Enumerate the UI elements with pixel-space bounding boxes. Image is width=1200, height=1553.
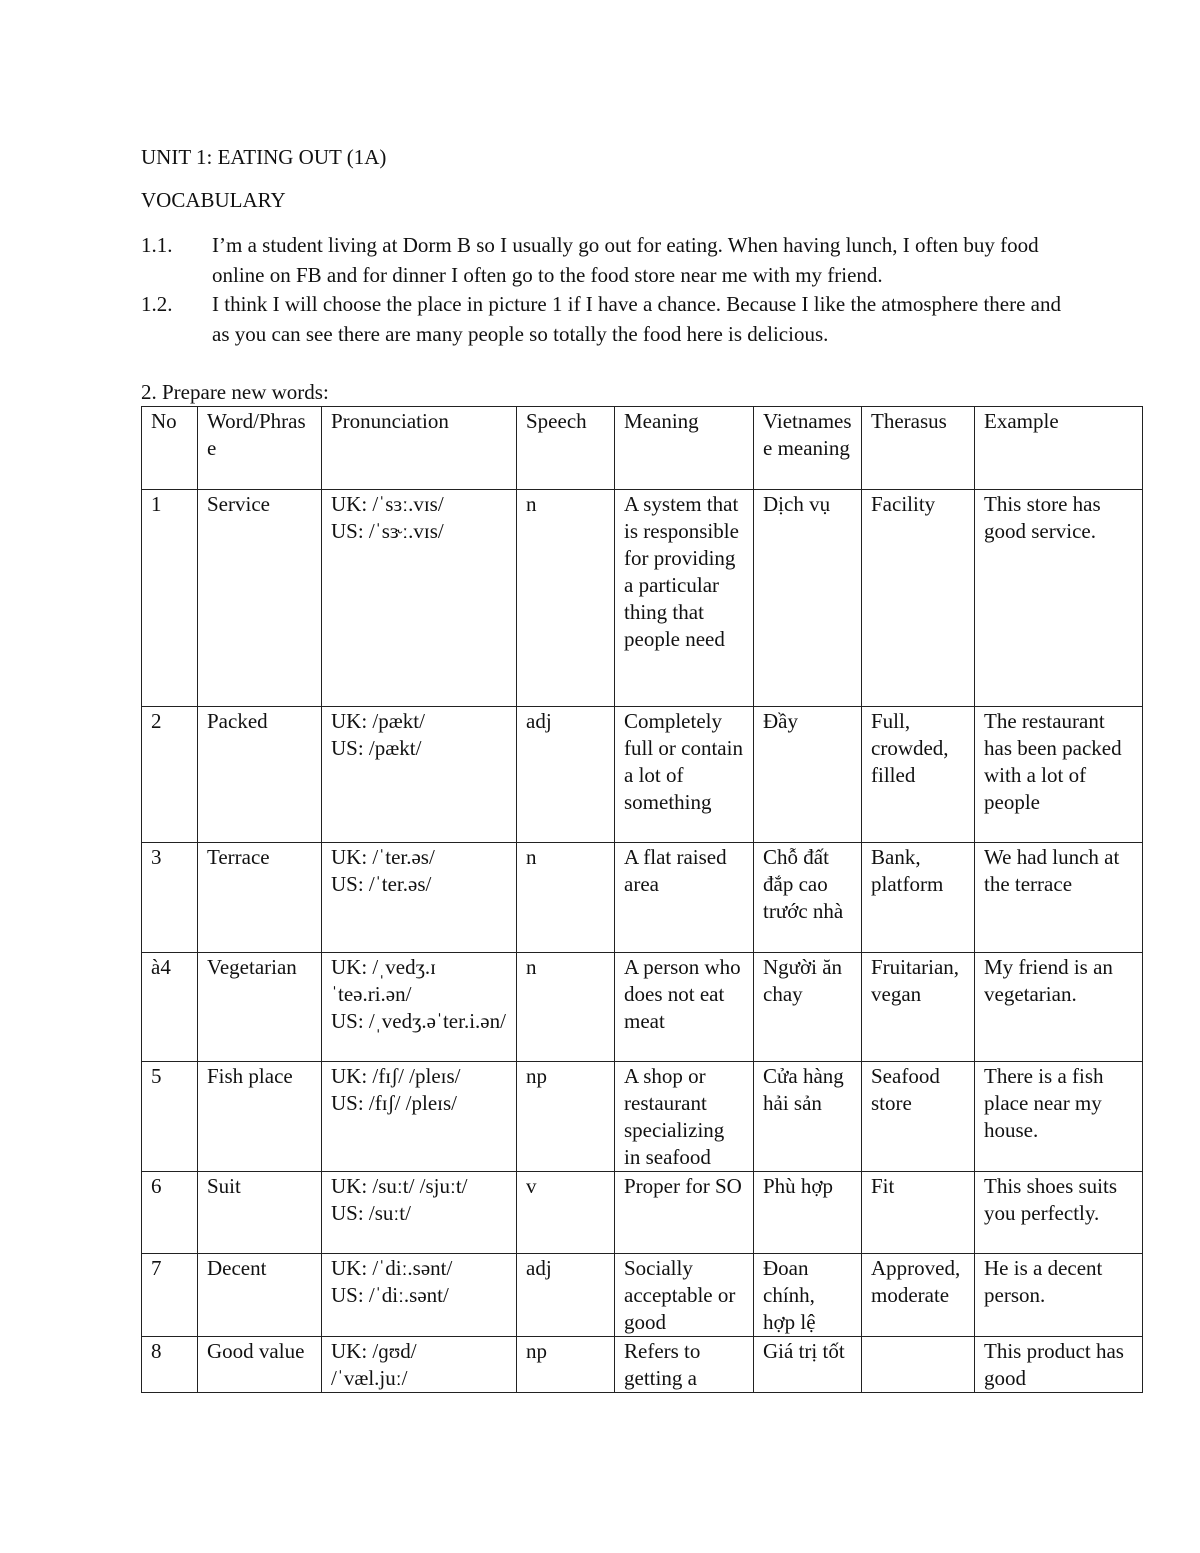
cell-meaning: Completely full or contain a lot of something	[615, 707, 754, 843]
table-row	[142, 843, 1143, 953]
cell-vietnamese: Đầy	[754, 707, 862, 843]
column-header: Example	[975, 407, 1143, 490]
cell-thesaurus: Seafood store	[862, 1062, 975, 1172]
cell-speech: np	[517, 1337, 615, 1393]
cell-vietnamese: Người ăn chay	[754, 953, 862, 1062]
cell-no: 3	[142, 843, 198, 953]
cell-word: Suit	[198, 1172, 322, 1254]
cell-thesaurus: Bank, platform	[862, 843, 975, 953]
answer-number: 1.2.	[141, 292, 173, 316]
cell-vietnamese: Đoan chính, hợp lệ	[754, 1254, 862, 1337]
cell-word: Fish place	[198, 1062, 322, 1172]
cell-example: We had lunch at the terrace	[975, 843, 1143, 953]
cell-word: Decent	[198, 1254, 322, 1337]
cell-pronunciation: UK: /fɪʃ/ /pleɪs/ US: /fɪʃ/ /pleɪs/	[322, 1062, 517, 1172]
cell-speech: n	[517, 490, 615, 707]
cell-no: 8	[142, 1337, 198, 1393]
prepare-words-heading: 2. Prepare new words:	[141, 380, 329, 404]
cell-pronunciation: UK: /ˈsɜː.vɪs/ US: /ˈsɝː.vɪs/	[322, 490, 517, 707]
cell-meaning: A person who does not eat meat	[615, 953, 754, 1062]
cell-speech: v	[517, 1172, 615, 1254]
cell-meaning: Socially acceptable or good	[615, 1254, 754, 1337]
cell-speech: np	[517, 1062, 615, 1172]
cell-no: 6	[142, 1172, 198, 1254]
cell-example: My friend is an vegetarian.	[975, 953, 1143, 1062]
cell-word: Good value	[198, 1337, 322, 1393]
cell-word: Packed	[198, 707, 322, 843]
answer-text: I’m a student living at Dorm B so I usually go out for eating. When having lunch, I often buy food online on FB and for dinner I often go to the food store near me with my friend.	[212, 233, 1039, 287]
cell-thesaurus: Full, crowded, filled	[862, 707, 975, 843]
cell-speech: n	[517, 953, 615, 1062]
column-header: Therasus	[862, 407, 975, 490]
cell-thesaurus: Approved, moderate	[862, 1254, 975, 1337]
cell-word: Vegetarian	[198, 953, 322, 1062]
cell-pronunciation: UK: /pækt/ US: /pækt/	[322, 707, 517, 843]
cell-vietnamese: Phù hợp	[754, 1172, 862, 1254]
column-header: Word/Phrase	[198, 407, 322, 490]
section-title: VOCABULARY	[141, 188, 286, 212]
table-row	[142, 1172, 1143, 1254]
unit-heading: UNIT 1: EATING OUT (1A)	[141, 145, 387, 169]
answer-number: 1.1.	[141, 233, 173, 257]
cell-pronunciation: UK: /ˈdiː.sənt/ US: /ˈdiː.sənt/	[322, 1254, 517, 1337]
cell-thesaurus: Facility	[862, 490, 975, 707]
cell-example: This store has good service.	[975, 490, 1143, 707]
cell-meaning: Proper for SO	[615, 1172, 754, 1254]
cell-pronunciation: UK: /suːt/ /sjuːt/ US: /suːt/	[322, 1172, 517, 1254]
cell-speech: adj	[517, 707, 615, 843]
cell-no: 1	[142, 490, 198, 707]
table-row	[142, 707, 1143, 843]
cell-example: The restaurant has been packed with a lot of people	[975, 707, 1143, 843]
cell-meaning: A system that is responsible for providing a particular thing that people need	[615, 490, 754, 707]
column-header: Pronunciation	[322, 407, 517, 490]
cell-no: 7	[142, 1254, 198, 1337]
cell-no: à4	[142, 953, 198, 1062]
cell-example: This product has good	[975, 1337, 1143, 1393]
cell-meaning: A shop or restaurant specializing in seafood	[615, 1062, 754, 1172]
cell-vietnamese: Giá trị tốt	[754, 1337, 862, 1393]
cell-meaning: Refers to getting a	[615, 1337, 754, 1393]
column-header: Speech	[517, 407, 615, 490]
cell-thesaurus	[862, 1337, 975, 1393]
answer-item	[141, 230, 1071, 290]
table-header-row	[142, 407, 1143, 490]
cell-example: This shoes suits you perfectly.	[975, 1172, 1143, 1254]
cell-meaning: A flat raised area	[615, 843, 754, 953]
cell-vietnamese: Cửa hàng hải sản	[754, 1062, 862, 1172]
answer-item	[141, 289, 1071, 349]
column-header: Vietnamese meaning	[754, 407, 862, 490]
cell-vietnamese: Chỗ đất đắp cao trước nhà	[754, 843, 862, 953]
cell-speech: adj	[517, 1254, 615, 1337]
vocabulary-table	[141, 406, 1143, 1393]
table-row	[142, 490, 1143, 707]
column-header: No	[142, 407, 198, 490]
cell-word: Service	[198, 490, 322, 707]
cell-no: 5	[142, 1062, 198, 1172]
cell-word: Terrace	[198, 843, 322, 953]
cell-thesaurus: Fruitarian, vegan	[862, 953, 975, 1062]
cell-example: There is a fish place near my house.	[975, 1062, 1143, 1172]
cell-pronunciation: UK: /ɡʊd/ /ˈvæl.juː/	[322, 1337, 517, 1393]
table-row	[142, 1337, 1143, 1393]
table-row	[142, 1062, 1143, 1172]
answer-text: I think I will choose the place in picture 1 if I have a chance. Because I like the atmosphere there and as you can see there are many people so totally the food here is delicious.	[212, 292, 1061, 346]
cell-pronunciation: UK: /ˌvedʒ.ɪˈteə.ri.ən/ US: /ˌvedʒ.əˈter.i.ən/	[322, 953, 517, 1062]
cell-example: He is a decent person.	[975, 1254, 1143, 1337]
column-header: Meaning	[615, 407, 754, 490]
cell-no: 2	[142, 707, 198, 843]
cell-thesaurus: Fit	[862, 1172, 975, 1254]
table-row	[142, 953, 1143, 1062]
cell-vietnamese: Dịch vụ	[754, 490, 862, 707]
cell-speech: n	[517, 843, 615, 953]
cell-pronunciation: UK: /ˈter.əs/ US: /ˈter.əs/	[322, 843, 517, 953]
table-row	[142, 1254, 1143, 1337]
